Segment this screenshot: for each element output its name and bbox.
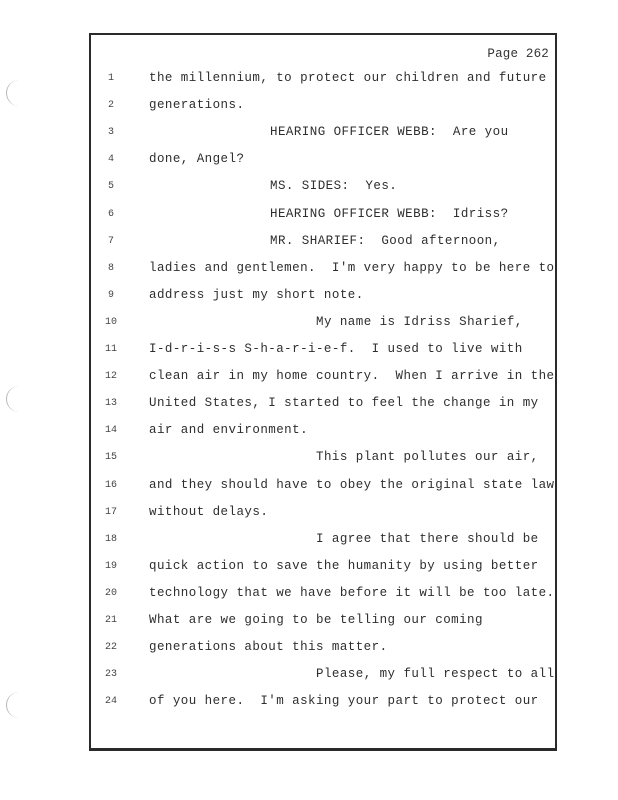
punch-hole-top (6, 80, 21, 106)
page-number: Page 262 (487, 47, 549, 61)
transcript-line: Please, my full respect to all (316, 667, 555, 682)
transcript-line: technology that we have before it will be too late. (149, 585, 555, 600)
line-number: 15 (104, 452, 117, 464)
transcript-line: generations. (149, 98, 245, 113)
transcript-line: HEARING OFFICER WEBB: Idriss? (270, 206, 509, 221)
transcript-line: My name is Idriss Sharief, (316, 314, 523, 329)
line-number: 17 (104, 506, 117, 518)
line-number: 20 (104, 587, 117, 599)
transcript-line: I agree that there should be (316, 531, 539, 546)
transcript-line: What are we going to be telling our coming (149, 613, 483, 627)
punch-hole-bottom (6, 692, 21, 718)
line-number: 24 (104, 696, 117, 708)
transcript-line: MR. SHARIEF: Good afternoon, (270, 233, 501, 248)
line-number: 1 (107, 73, 114, 84)
line-number: 23 (104, 669, 117, 681)
line-number: 19 (104, 560, 117, 572)
transcript-line: air and environment. (149, 423, 309, 438)
line-number: 18 (104, 533, 117, 545)
transcript-line: of you here. I'm asking your part to protect our (149, 694, 539, 709)
transcript-line: without delays. (149, 504, 269, 519)
transcript-line: and they should have to obey the original state law (149, 477, 555, 492)
transcript-line: done, Angel? (149, 152, 245, 167)
line-number: 22 (104, 642, 117, 654)
line-number: 5 (107, 181, 114, 193)
transcript-line: This plant pollutes our air, (316, 450, 539, 465)
transcript-line: generations about this matter. (149, 640, 388, 655)
line-number: 9 (107, 289, 114, 301)
transcript-line: clean air in my home country. When I arrive in the (149, 369, 555, 384)
line-number: 16 (104, 479, 117, 491)
line-number: 8 (107, 262, 114, 274)
line-number: 14 (104, 425, 117, 437)
transcript-line: address just my short note. (149, 287, 364, 302)
transcript-line: HEARING OFFICER WEBB: Are you (270, 125, 509, 140)
line-number: 13 (104, 398, 117, 410)
line-number: 3 (107, 127, 114, 139)
transcript-line: I-d-r-i-s-s S-h-a-r-i-e-f. I used to live with (149, 342, 523, 356)
line-number: 2 (107, 100, 114, 112)
line-number: 6 (107, 208, 114, 220)
line-number: 7 (107, 235, 114, 247)
line-number: 12 (104, 371, 117, 383)
transcript-line: quick action to save the humanity by using better (149, 558, 539, 573)
transcript-line: United States, I started to feel the change in my (149, 396, 539, 411)
line-number: 4 (107, 154, 114, 166)
line-number: 21 (104, 615, 117, 626)
punch-hole-middle (6, 386, 21, 412)
transcript-line: the millennium, to protect our children and future (149, 71, 547, 85)
line-number: 10 (104, 316, 117, 328)
line-number: 11 (104, 344, 117, 355)
transcript-line: ladies and gentlemen. I'm very happy to be here to (149, 260, 555, 275)
transcript-line: MS. SIDES: Yes. (270, 179, 398, 194)
